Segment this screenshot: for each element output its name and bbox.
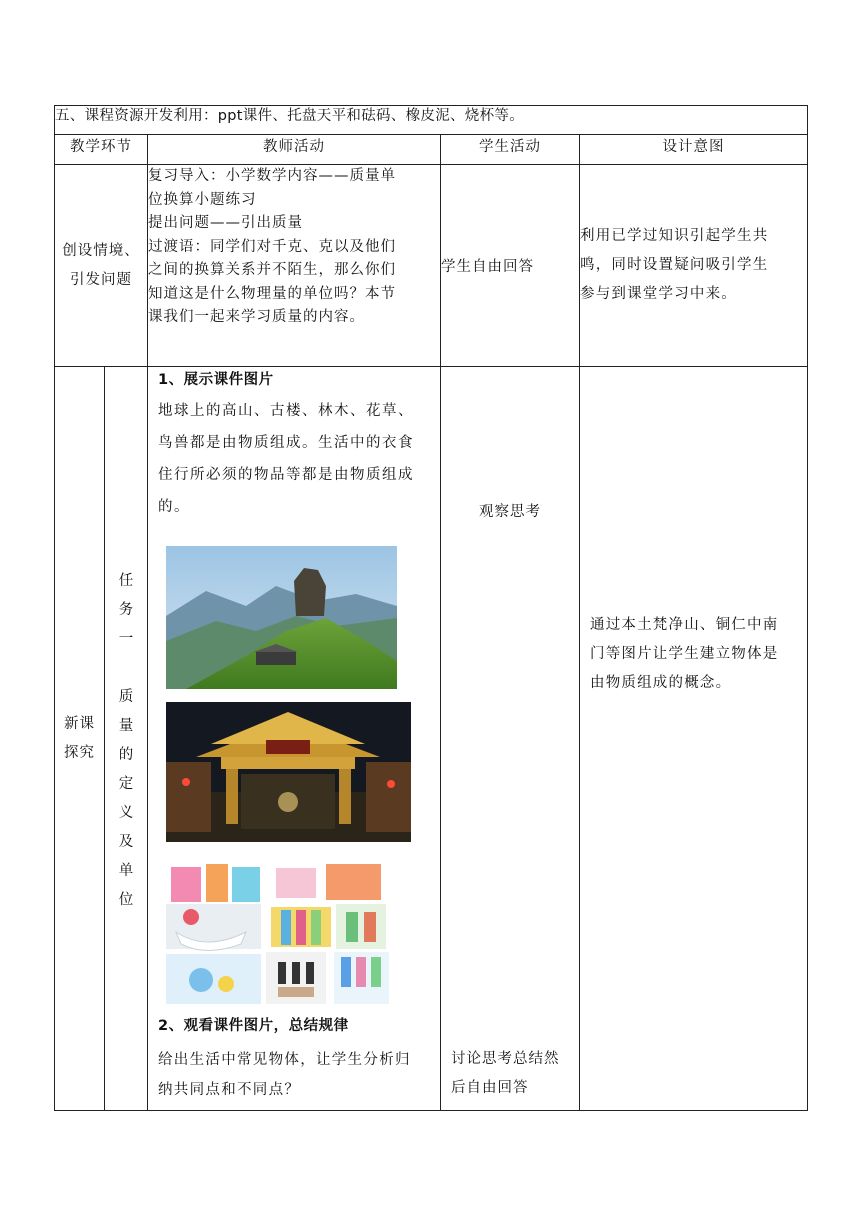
explore-row [55,367,808,1111]
task-char: 任 [118,573,134,589]
task-char: 一 [118,631,134,647]
student-line: 后自由回答 [451,1080,529,1096]
teacher-line: 位换算小题练习 [148,191,257,208]
intent-line: 由物质组成的概念。 [590,675,732,691]
header-stage: 教学环节 [55,135,148,165]
intro-stage [55,165,148,367]
student-activity: 学生自由回答 [441,259,534,275]
intent-line: 参与到课堂学习中来。 [580,286,737,302]
teacher-line: 提出问题——引出质量 [148,215,303,231]
intent-line: 鸣，同时设置疑问吸引学生 [580,257,769,273]
resources-row [55,106,808,135]
header-student: 学生活动 [441,135,580,165]
task-char: 务 [118,602,134,618]
student-activity-1: 观察思考 [479,504,541,520]
paragraph-line: 地球上的高山、古楼、林木、花草、 [158,403,414,419]
teacher-line: 知道这是什么物理量的单位吗？本节 [148,285,396,302]
products-image [166,862,440,1007]
intro-stage-line: 创设情境、 [62,242,140,259]
intro-intent [580,165,808,367]
intro-stage-line: 引发问题 [70,271,132,288]
intent-line: 通过本土梵净山、铜仁中南 [590,617,779,633]
task-char: 质 [118,689,134,705]
task-label [105,367,148,1111]
explore-student [441,367,580,1111]
teacher-line: 课我们一起来学习质量的内容。 [148,309,365,325]
explore-stage-line: 新课 [64,715,95,732]
paragraph-1 [148,391,440,523]
daily-products-photo [166,862,391,1007]
header-teacher: 教师活动 [148,135,441,165]
intro-row [55,165,808,367]
teacher-line: 复习导入：小学数学内容——质量单 [148,168,396,184]
task-char: 及 [118,834,134,850]
paragraph-line: 纳共同点和不同点？ [158,1082,301,1098]
teacher-line: 之间的换算关系并不陌生，那么你们 [148,262,396,278]
explore-teacher [148,367,441,1111]
intent-line: 利用已学过知识引起学生共 [580,228,769,244]
lesson-plan-table [54,105,808,1111]
student-line: 讨论思考总结然 [451,1051,560,1067]
task-char: 定 [118,776,134,792]
paragraph-line: 住行所必须的物品等都是由物质组成 [158,467,414,483]
section-heading-2: 2、观看课件图片，总结规律 [158,1018,349,1034]
header-intent: 设计意图 [580,135,808,165]
city-gate-photo [166,702,411,842]
mountain-photo [166,546,397,689]
header-row [55,135,808,165]
intent-line: 门等图片让学生建立物体是 [590,646,779,662]
city-gate-image [166,702,440,842]
paragraph-2 [148,1037,440,1105]
intro-teacher [148,165,441,367]
paragraph-line: 给出生活中常见物体，让学生分析归 [158,1052,411,1068]
task-char: 位 [118,892,134,908]
explore-stage [55,367,105,1111]
paragraph-line: 鸟兽都是由物质组成。生活中的衣食 [158,435,414,451]
teacher-line: 过渡语：同学们对千克、克以及他们 [148,238,396,255]
task-char: 量 [118,718,134,734]
task-char: 义 [118,805,134,821]
explore-intent [580,367,808,1111]
mountain-image [166,546,440,689]
paragraph-line: 的。 [158,499,190,515]
task-char: 的 [118,747,134,763]
task-char: 单 [118,863,134,879]
student-activity-2 [451,1045,560,1103]
intro-student [441,165,580,367]
section-heading-1: 1、展示课件图片 [158,372,274,388]
task-char [105,654,147,683]
explore-intent-text [580,611,784,698]
explore-stage-line: 探究 [64,744,95,761]
resources-line: 五、课程资源开发利用：ppt课件、托盘天平和砝码、橡皮泥、烧杯等。 [55,106,808,135]
